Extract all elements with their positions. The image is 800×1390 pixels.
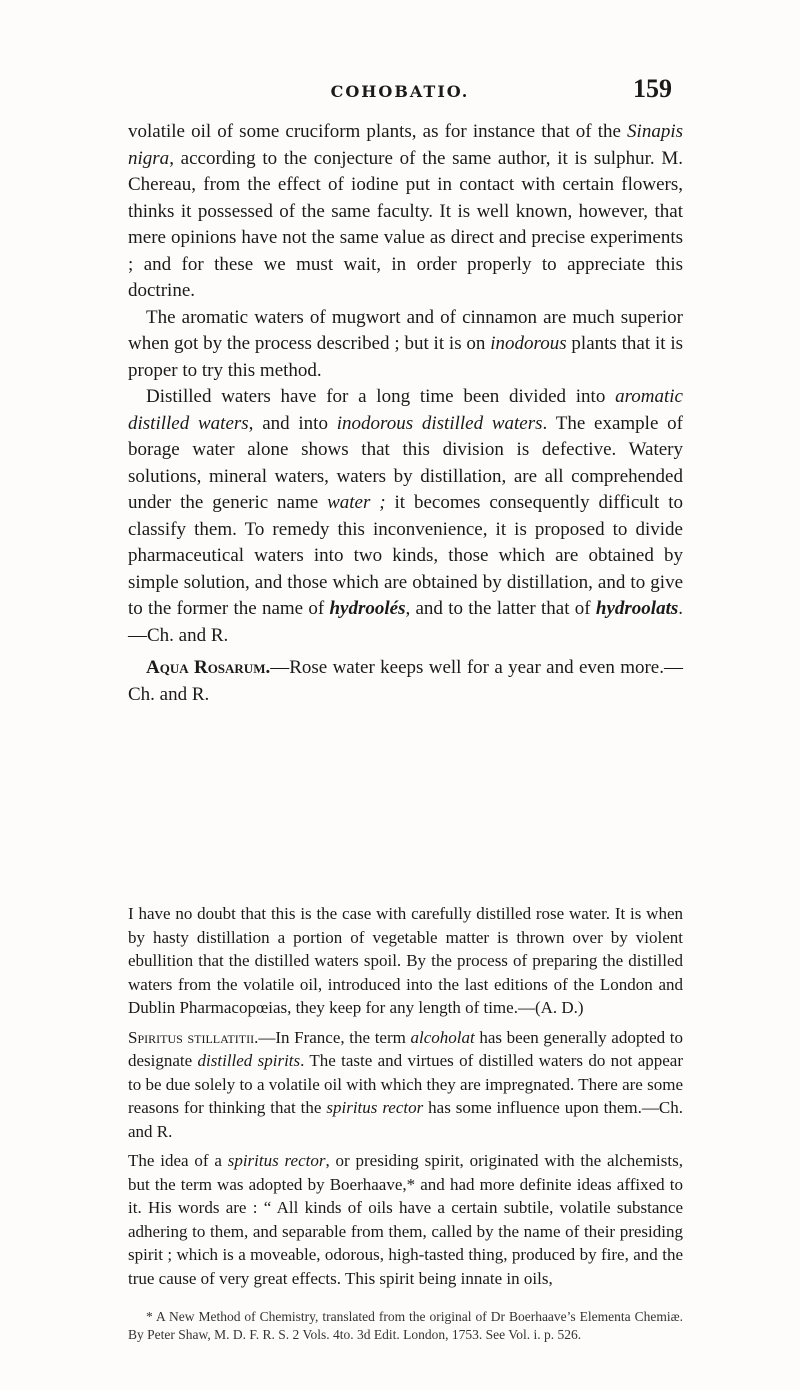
section-heading: Spiritus stillatitii.	[128, 1027, 259, 1047]
section-aqua-rosarum: Aqua Rosarum.—Rose water keeps well for a year and even more.—Ch. and R.	[128, 657, 683, 705]
paragraph-aromatic-waters: The aromatic waters of mugwort and of cinnamon are much superior when got by the process described ; but it is on inodorous plants that it is proper to try this method.	[128, 306, 683, 381]
note-spiritus-rector: The idea of a spiritus rector, or presiding spirit, originated with the alchemists, but the term was adopted by Boerhaave,* and had more definite ideas affixed to it. His words are : “ All kinds of oils have a certain subtile, volatile substance adhering to them, and separable from them, called by the name of their presiding spirit ; which is a moveable, odorous, high-tasted thing, produced by fire, and the true cause of very great effects. This spirit being innate in oils,	[128, 1151, 683, 1288]
footnote-text: * A New Method of Chemistry, translated from the original of Dr Boerhaave’s Elementa Chemiæ. By Peter Shaw, M. D. F. R. S. 2 Vols. 4to. 3d Edit. London, 1753. See Vol. i. p. 526.	[128, 1309, 683, 1342]
footnote	[128, 1308, 683, 1344]
editor-notes	[128, 902, 683, 1290]
paragraph-continuation: volatile oil of some cruciform plants, as for instance that of the Sinapis nigra, according to the conjecture of the same author, it is sulphur. M. Chereau, from the effect of iodine put in contact with certain flowers, thinks it possessed of the same faculty. It is well known, however, that mere opinions have not the same value as direct and precise experiments ; and for these we must wait, in order properly to appreciate this doctrine.	[128, 121, 683, 301]
page-header	[0, 74, 800, 114]
species-name: Sinapis nigra	[128, 121, 683, 169]
running-head: COHOBATIO.	[330, 82, 470, 101]
note-rose-water: I have no doubt that this is the case with carefully distilled rose water. It is when by hasty distillation a portion of vegetable matter is thrown over by violent ebullition that the distilled waters spoil. By the process of preparing the distilled waters from the volatile oil, introduced into the last editions of the London and Dublin Pharmacopœias, they keep for any length of time.—(A. D.)	[128, 904, 683, 1017]
section-spiritus-stillatitii: Spiritus stillatitii.—In France, the term alcoholat has been generally adopted to designate distilled spirits. The taste and virtues of distilled waters do not appear to be due solely to a volatile oil with which they are impregnated. There are some reasons for thinking that the spiritus rector has some influence upon them.—Ch. and R.	[128, 1027, 684, 1141]
page-number: 159	[633, 74, 672, 103]
main-text	[128, 119, 683, 708]
paragraph-distilled-waters: Distilled waters have for a long time been divided into aromatic distilled waters, and into inodorous distilled waters. The example of borage water alone shows that this division is defective. Watery solutions, mineral waters, waters by distillation, are all comprehended under the generic name water ; it becomes consequently difficult to classify them. To remedy this inconvenience, it is proposed to divide pharmaceutical waters into two kinds, those which are obtained by simple solution, and those which are obtained by distillation, and to give to the former the name of hydroolés, and to the latter that of hydroolats.—Ch. and R.	[128, 386, 683, 646]
section-heading: Aqua Rosarum.	[146, 657, 271, 678]
